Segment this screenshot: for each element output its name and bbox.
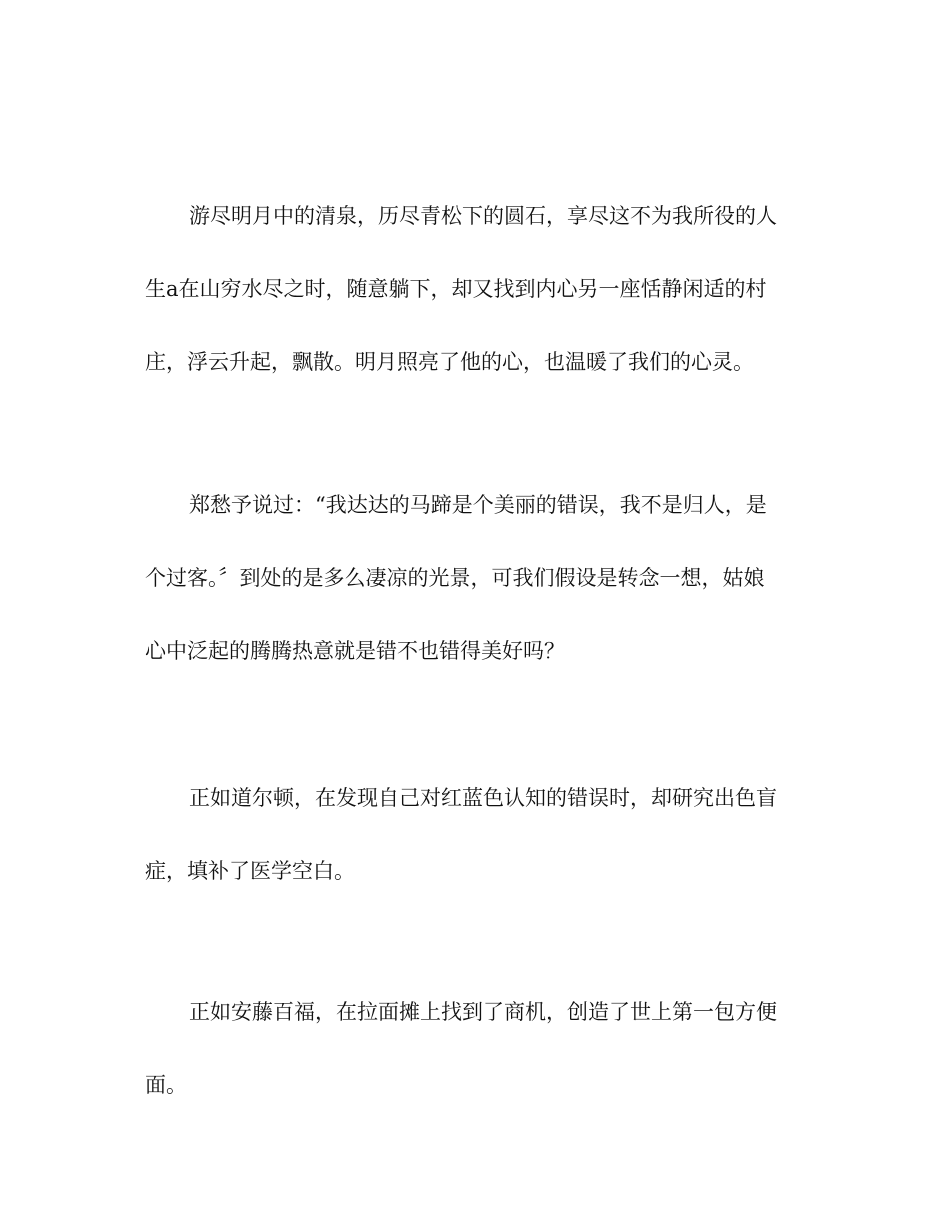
paragraph-1 <box>145 180 800 399</box>
paragraph-line: 正如安藤百福，在拉面摊上找到了商机，创造了世上第一包方便 <box>189 1000 777 1024</box>
paragraph-3 <box>145 762 800 908</box>
paragraph-line: 症，填补了医学空白。 <box>145 859 355 883</box>
paragraph-line: 面。 <box>145 1073 187 1097</box>
paragraph-line: 游尽明月中的清泉，历尽青松下的圆石，享尽这不为我所役的人 <box>189 204 777 228</box>
paragraph-line: 个过客。〞到处的是多么凄凉的光景，可我们假设是转念一想，姑娘 <box>145 566 765 590</box>
paragraph-2 <box>145 469 800 688</box>
paragraph-line: 郑愁予说过：“我达达的马蹄是个美丽的错误，我不是归人，是 <box>189 493 767 517</box>
paragraph-line: 正如道尔顿，在发现自己对红蓝色认知的错误时，却研究出色盲 <box>189 786 777 810</box>
paragraph-line: 庄，浮云升起，飘散。明月照亮了他的心，也温暖了我们的心灵。 <box>145 350 754 374</box>
paragraph-line: 生a在山穷水尽之时，随意躺下，却又找到内心另一座恬静闲适的村 <box>145 277 767 301</box>
paragraph-4 <box>145 976 800 1122</box>
paragraph-line: 心中泛起的腾腾热意就是错不也错得美好吗？ <box>145 639 565 663</box>
